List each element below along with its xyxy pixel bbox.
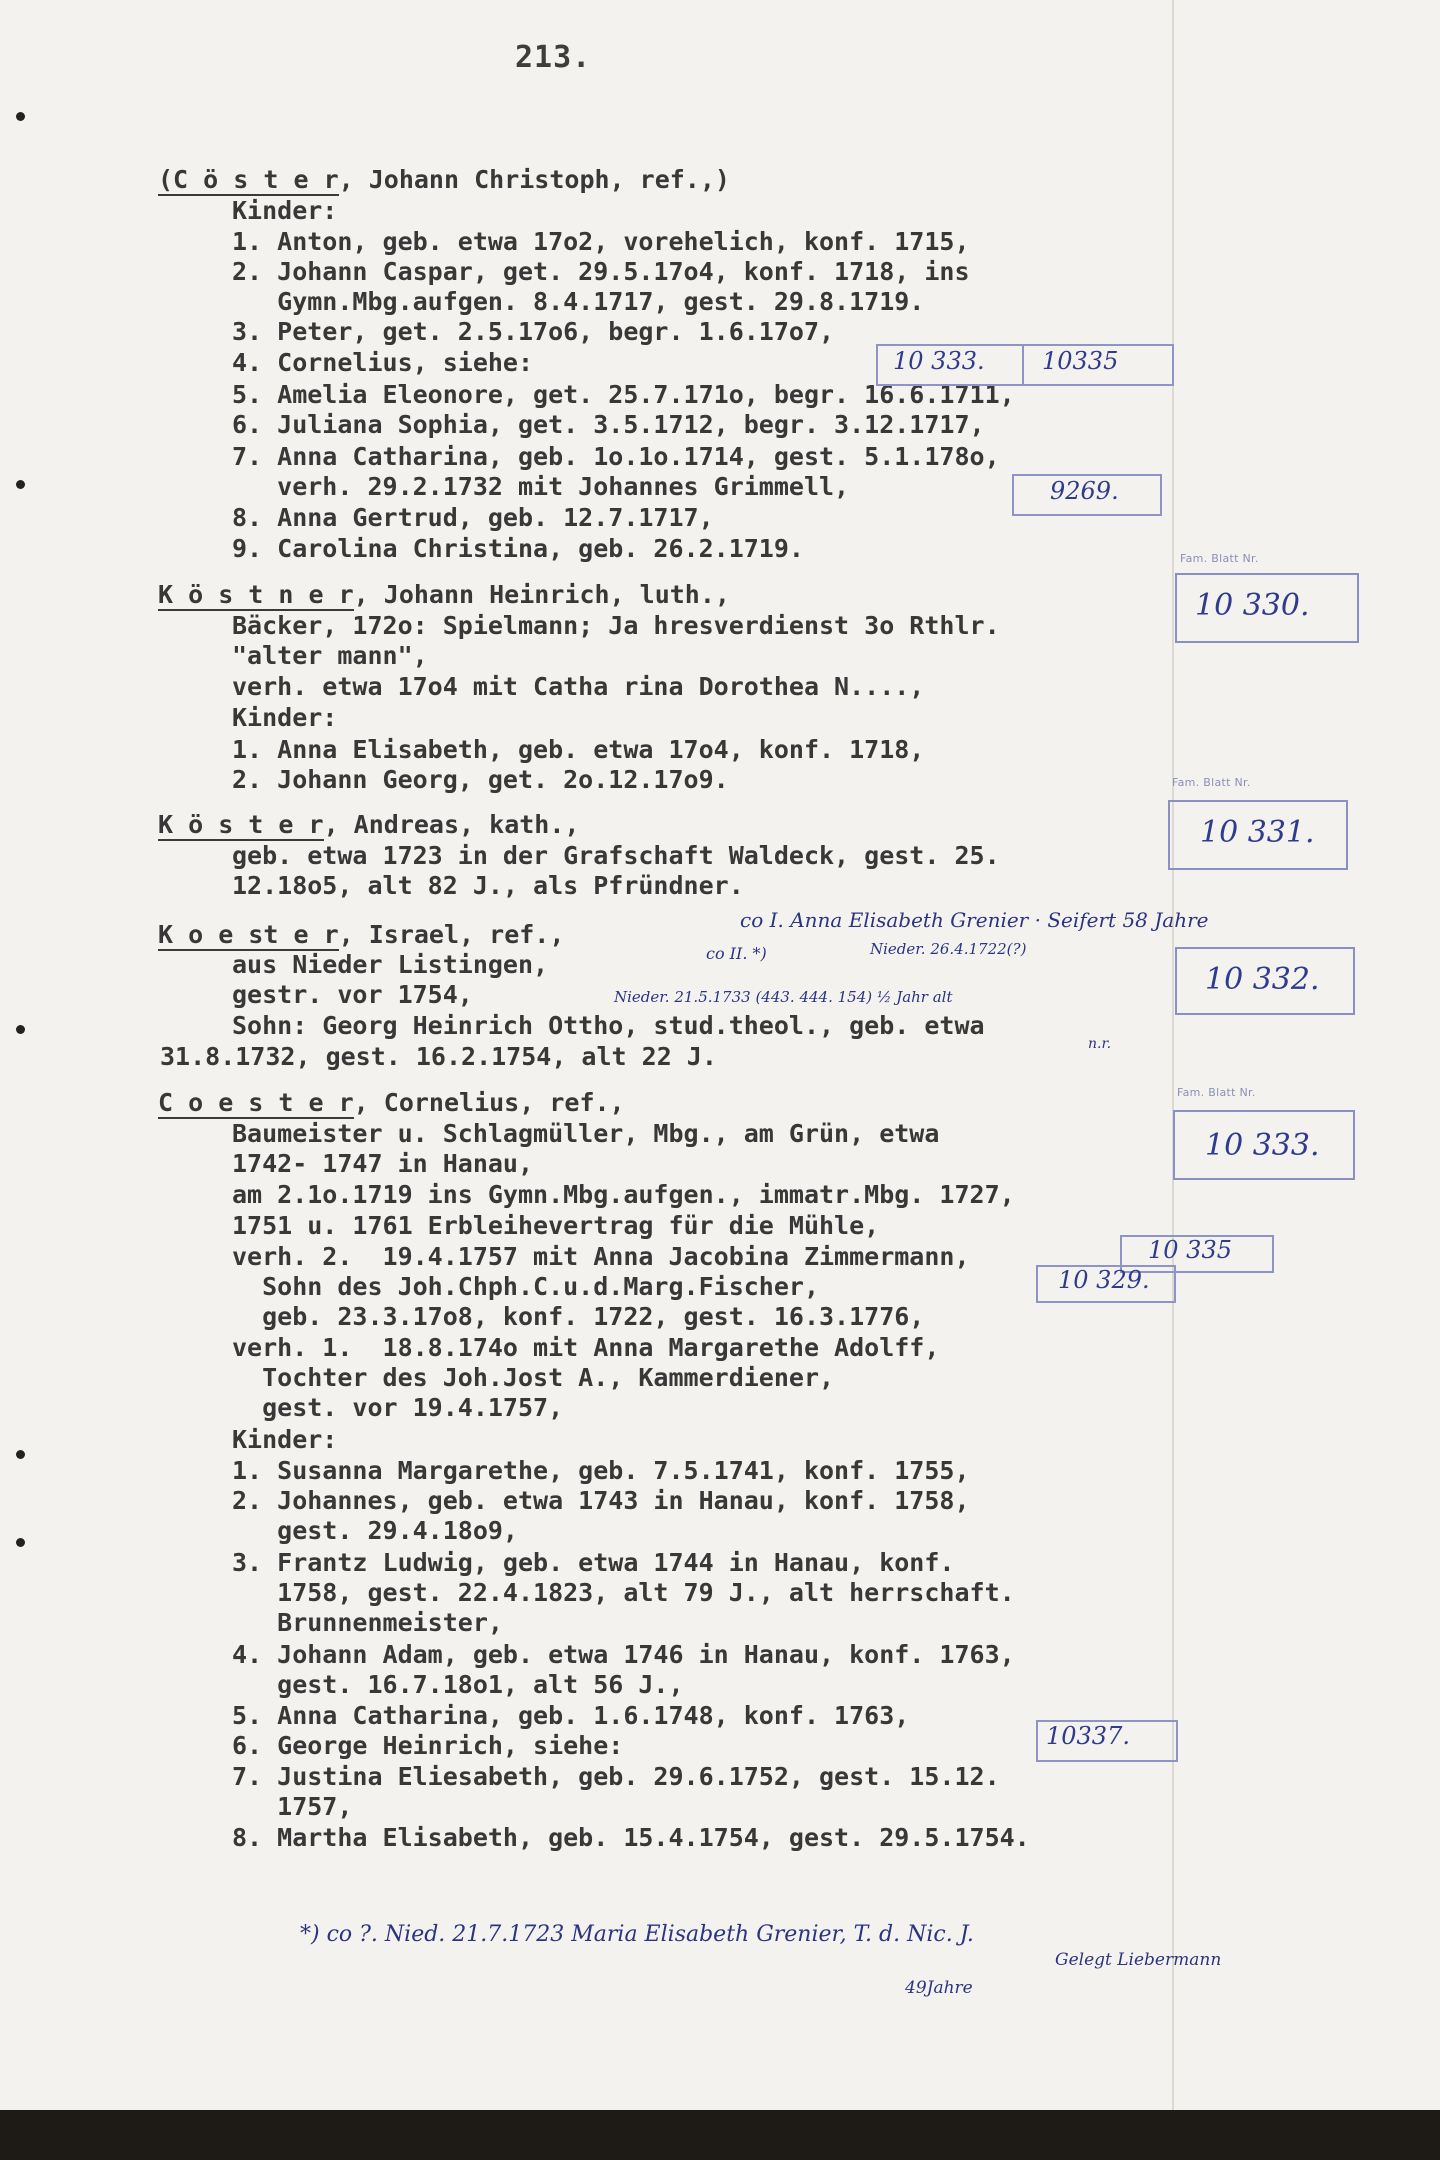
ref-number: 10 333. xyxy=(893,347,985,375)
handwritten-note: co II. *) xyxy=(706,944,767,963)
entry-line: 3. Peter, get. 2.5.17o6, begr. 1.6.17o7, xyxy=(232,317,835,346)
entry-line: 8. Martha Elisabeth, geb. 15.4.1754, gest. 29.5.1754. xyxy=(232,1823,1030,1852)
entry-line: 7. Anna Catharina, geb. 1o.1o.1714, gest. 5.1.178o, xyxy=(232,442,1000,471)
footnote-handwritten-line2: 49Jahre xyxy=(905,1978,973,1998)
footnote-handwritten-line3: Gelegt Liebermann xyxy=(1055,1950,1222,1970)
entry-line: 2. Johannes, geb. etwa 1743 in Hanau, konf. 1758, xyxy=(232,1486,970,1515)
fam-blatt-label: Fam. Blatt Nr. xyxy=(1177,1086,1256,1099)
entry-line: Baumeister u. Schlagmüller, Mbg., am Grün, etwa xyxy=(232,1119,940,1148)
entry-heading: K ö s t e r, Andreas, kath., xyxy=(158,810,580,839)
entry-line: 6. Juliana Sophia, get. 3.5.1712, begr. 3.12.1717, xyxy=(232,410,985,439)
entry-line: Brunnenmeister, xyxy=(232,1608,503,1637)
entry-line: "alter mann", xyxy=(232,641,428,670)
entry-line: Bäcker, 172o: Spielmann; Ja hresverdienst 3o Rthlr. xyxy=(232,611,1000,640)
fam-blatt-number: 10 330. xyxy=(1195,588,1310,623)
entry-heading: C o e s t e r, Cornelius, ref., xyxy=(158,1088,625,1117)
entry-line: gest. 29.4.18o9, xyxy=(232,1516,518,1545)
entry-line: 5. Amelia Eleonore, get. 25.7.171o, begr. 16.6.1711, xyxy=(232,380,1015,409)
entry-line: 1. Susanna Margarethe, geb. 7.5.1741, konf. 1755, xyxy=(232,1456,970,1485)
entry-line: verh. 1. 18.8.174o mit Anna Margarethe Adolff, xyxy=(232,1333,940,1362)
entry-line: Kinder: xyxy=(232,1425,338,1454)
scan-border xyxy=(0,2110,1440,2160)
entry-line: 1757, xyxy=(232,1792,353,1821)
entry-line: Sohn: Georg Heinrich Ottho, stud.theol., geb. etwa xyxy=(232,1011,985,1040)
punch-mark xyxy=(16,1025,25,1034)
fam-blatt-number: 10 331. xyxy=(1200,815,1315,850)
ref-number: 10 329. xyxy=(1058,1266,1150,1294)
entry-line: verh. etwa 17o4 mit Catha rina Dorothea N...., xyxy=(232,672,925,701)
punch-mark xyxy=(16,1450,25,1459)
entry-heading: (C ö s t e r, Johann Christoph, ref.,) xyxy=(158,165,730,194)
entry-line: geb. 23.3.17o8, konf. 1722, gest. 16.3.1776, xyxy=(232,1302,925,1331)
entry-line: aus Nieder Listingen, xyxy=(232,950,549,979)
handwritten-note: co I. Anna Elisabeth Grenier · Seifert 58 Jahre xyxy=(740,908,1209,932)
entry-line: 1. Anna Elisabeth, geb. etwa 17o4, konf. 1718, xyxy=(232,735,925,764)
entry-line: gest. 16.7.18o1, alt 56 J., xyxy=(232,1670,684,1699)
ref-number: 10337. xyxy=(1046,1722,1130,1750)
entry-line: 1751 u. 1761 Erbleihevertrag für die Mühle, xyxy=(232,1211,880,1240)
margin-rule xyxy=(1172,0,1174,2110)
entry-line: 2. Johann Caspar, get. 29.5.17o4, konf. 1718, ins xyxy=(232,257,970,286)
entry-line: 6. George Heinrich, siehe: xyxy=(232,1731,624,1760)
entry-line: Sohn des Joh.Chph.C.u.d.Marg.Fischer, xyxy=(232,1272,819,1301)
punch-mark xyxy=(16,480,25,489)
entry-line: 31.8.1732, gest. 16.2.1754, alt 22 J. xyxy=(160,1042,717,1071)
entry-line: 5. Anna Catharina, geb. 1.6.1748, konf. 1763, xyxy=(232,1701,910,1730)
entry-line: Tochter des Joh.Jost A., Kammerdiener, xyxy=(232,1363,835,1392)
punch-mark xyxy=(16,112,25,121)
entry-line: 8. Anna Gertrud, geb. 12.7.1717, xyxy=(232,503,714,532)
entry-line: 7. Justina Eliesabeth, geb. 29.6.1752, gest. 15.12. xyxy=(232,1762,1000,1791)
fam-blatt-number: 10 333. xyxy=(1205,1128,1320,1163)
entry-line: 9. Carolina Christina, geb. 26.2.1719. xyxy=(232,534,804,563)
fam-blatt-number: 10 332. xyxy=(1205,962,1320,997)
entry-line: geb. etwa 1723 in der Grafschaft Waldeck, gest. 25. xyxy=(232,841,1000,870)
page-number: 213. xyxy=(515,40,592,75)
entry-heading: K ö s t n e r, Johann Heinrich, luth., xyxy=(158,580,730,609)
entry-line: 1. Anton, geb. etwa 17o2, vorehelich, konf. 1715, xyxy=(232,227,970,256)
handwritten-note: Nieder. 26.4.1722(?) xyxy=(870,940,1027,958)
ref-number: 10 335 xyxy=(1148,1236,1232,1264)
entry-line: Kinder: xyxy=(232,703,338,732)
entry-line: verh. 29.2.1732 mit Johannes Grimmell, xyxy=(232,472,850,501)
entry-line: Gymn.Mbg.aufgen. 8.4.1717, gest. 29.8.1719. xyxy=(232,287,925,316)
ref-number: 10335 xyxy=(1042,347,1119,375)
fam-blatt-label: Fam. Blatt Nr. xyxy=(1172,776,1251,789)
entry-line: 2. Johann Georg, get. 2o.12.17o9. xyxy=(232,765,729,794)
fam-blatt-label: Fam. Blatt Nr. xyxy=(1180,552,1259,565)
entry-line: gest. vor 19.4.1757, xyxy=(232,1393,564,1422)
entry-line: Kinder: xyxy=(232,196,338,225)
punch-mark xyxy=(16,1538,25,1547)
entry-line: 4. Cornelius, siehe: xyxy=(232,348,534,377)
handwritten-note: n.r. xyxy=(1088,1036,1112,1052)
entry-line: 1758, gest. 22.4.1823, alt 79 J., alt herrschaft. xyxy=(232,1578,1015,1607)
entry-line: 1742- 1747 in Hanau, xyxy=(232,1149,534,1178)
entry-line: 4. Johann Adam, geb. etwa 1746 in Hanau, konf. 1763, xyxy=(232,1640,1015,1669)
handwritten-note: Nieder. 21.5.1733 (443. 444. 154) ½ Jahr alt xyxy=(614,988,953,1006)
entry-line: am 2.1o.1719 ins Gymn.Mbg.aufgen., immatr.Mbg. 1727, xyxy=(232,1180,1015,1209)
entry-line: verh. 2. 19.4.1757 mit Anna Jacobina Zimmermann, xyxy=(232,1242,970,1271)
entry-heading: K o e st e r, Israel, ref., xyxy=(158,920,565,949)
entry-line: 12.18o5, alt 82 J., als Pfründner. xyxy=(232,871,744,900)
footnote-handwritten: *) co ?. Nied. 21.7.1723 Maria Elisabeth Grenier, T. d. Nic. J. xyxy=(300,1922,974,1947)
entry-line: gestr. vor 1754, xyxy=(232,980,473,1009)
ref-number: 9269. xyxy=(1050,477,1119,505)
entry-line: 3. Frantz Ludwig, geb. etwa 1744 in Hanau, konf. xyxy=(232,1548,955,1577)
